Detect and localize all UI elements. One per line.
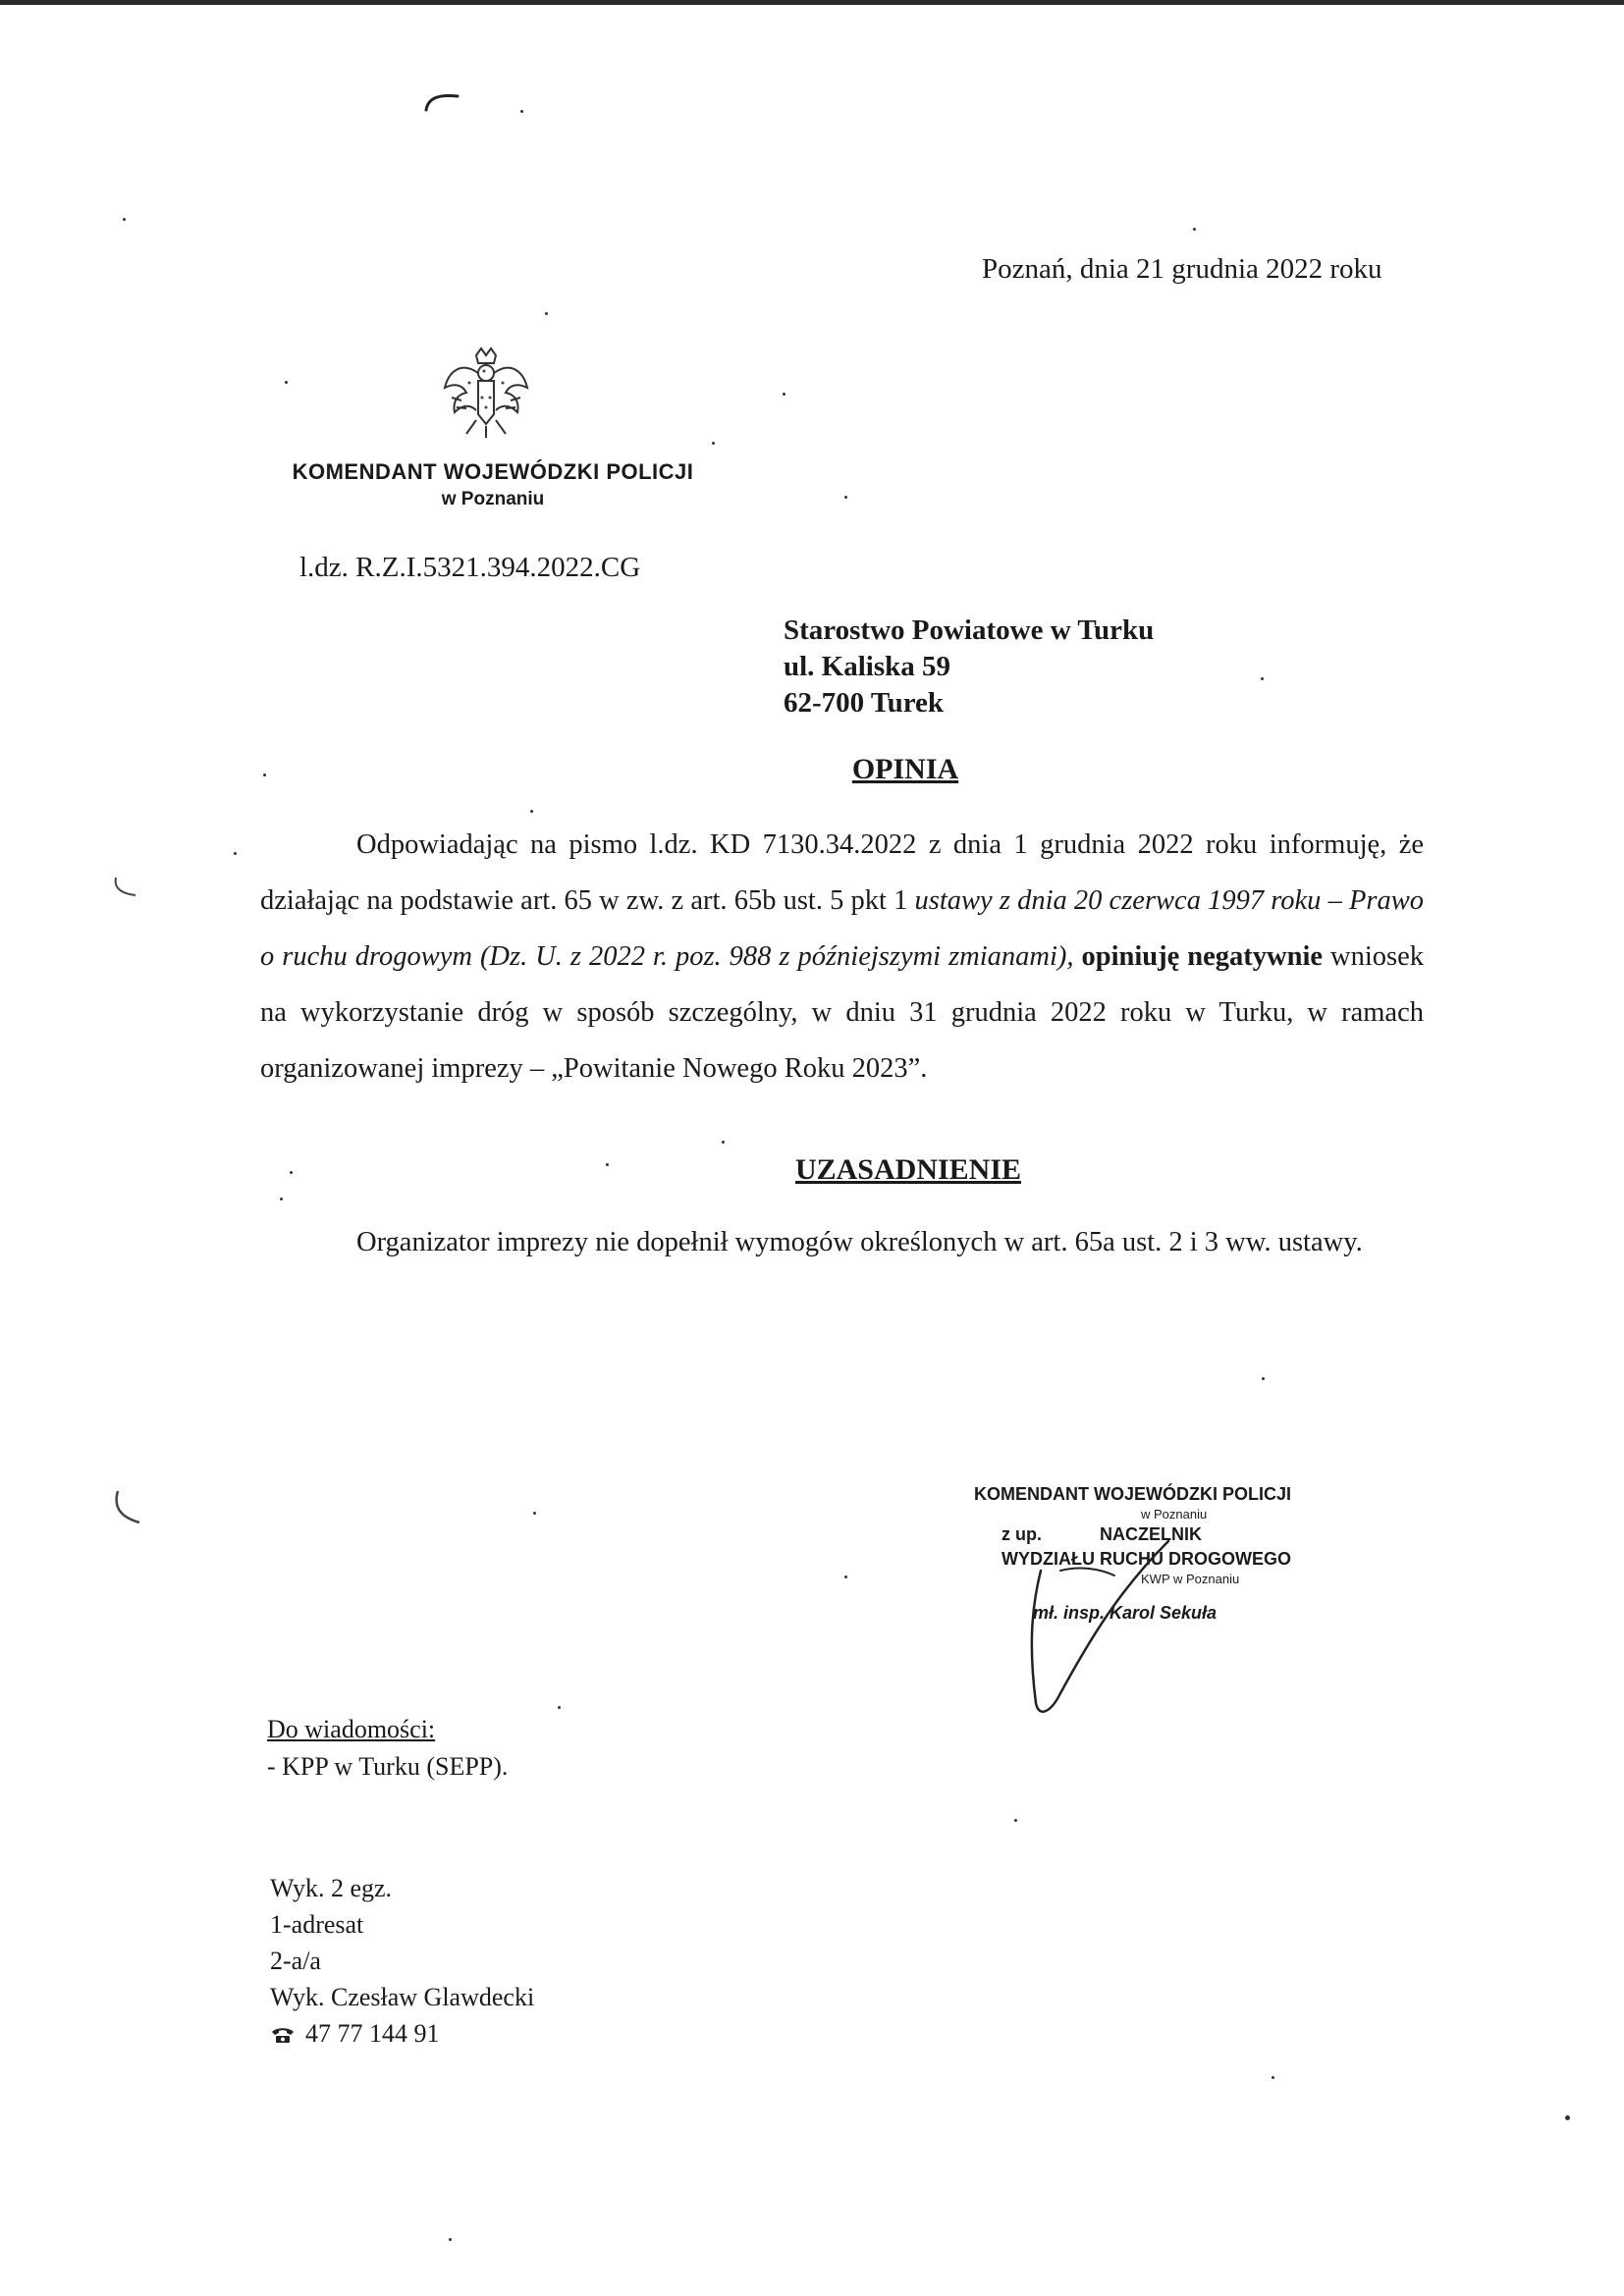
telephone-icon	[270, 2026, 296, 2044]
stamp-title: KOMENDANT WOJEWÓDZKI POLICJI	[974, 1484, 1291, 1504]
scan-speck	[290, 1171, 293, 1174]
signatory-name: mł. insp. Karol Sekuła	[1033, 1603, 1218, 1623]
justification-heading: UZASADNIENIE	[794, 1153, 1022, 1186]
stamp-department: WYDZIAŁU RUCHU DROGOWEGO	[1001, 1549, 1291, 1569]
scan-speck	[520, 110, 523, 113]
copy-recipient-1: 1-adresat	[270, 1910, 364, 1939]
stamp-city: w Poznaniu	[1141, 1507, 1208, 1522]
scan-speck	[722, 1141, 725, 1144]
scan-top-edge	[0, 0, 1624, 5]
document-date: Poznań, dnia 21 grudnia 2022 roku	[982, 253, 1382, 285]
phone-number: 47 77 144 91	[305, 2019, 440, 2048]
addressee-postcode-city: 62-700 Turek	[784, 687, 945, 719]
scan-speck	[844, 1575, 847, 1578]
handwritten-signature	[1021, 1531, 1178, 1728]
opinion-heading: OPINIA	[851, 753, 959, 785]
justification-text: Organizator imprezy nie dopełnił wymogów określonych w art. 65a ust. 2 i 3 ww. ustawy.	[356, 1227, 1363, 1257]
stamp-position: NACZELNIK	[1100, 1524, 1202, 1544]
distribution-list	[267, 1711, 508, 1786]
issuing-authority	[257, 459, 729, 510]
scan-speck	[844, 496, 847, 499]
stamp-z-up: z up.	[1001, 1524, 1042, 1544]
authority-title: KOMENDANT WOJEWÓDZKI POLICJI	[292, 459, 694, 484]
scan-speck	[123, 218, 126, 221]
scan-speck	[1272, 2076, 1274, 2079]
addressee-name: Starostwo Powiatowe w Turku	[784, 614, 1155, 646]
scan-speck	[712, 442, 715, 445]
phone-line	[270, 2015, 534, 2052]
opinion-text-intro: Odpowiadając na pismo l.dz. KD 7130.34.2022 z dnia 1 grudnia 2022 roku informuję, że działając na podstawie art. 65 w zw. z art. 65b ust. 5 pkt 1	[260, 829, 1424, 916]
distribution-item: - KPP w Turku (SEPP).	[267, 1752, 509, 1781]
scan-speck	[545, 312, 548, 315]
scan-speck	[1261, 677, 1264, 680]
author-name: Wyk. Czesław Glawdecki	[270, 1983, 535, 2011]
copy-recipient-2: 2-a/a	[270, 1947, 321, 1975]
scan-speck	[1262, 1377, 1265, 1380]
addressee-street: ul. Kaliska 59	[784, 651, 951, 682]
scan-speck	[1014, 1819, 1017, 1822]
scan-speck	[234, 852, 237, 855]
scan-speck	[280, 1198, 283, 1201]
authority-city: w Poznaniu	[441, 489, 545, 509]
opinion-paragraph	[260, 817, 1424, 1096]
scan-mark	[422, 90, 461, 114]
scan-mark	[110, 874, 139, 903]
scan-speck	[558, 1706, 561, 1709]
scan-mark	[110, 1487, 145, 1526]
opinion-text-rest: wniosek na wykorzystanie dróg w sposób szczególny, w dniu 31 grudnia 2022 roku w Turku, w ramach organizowanej imprezy – „Powitanie Nowego Roku 2023”.	[260, 941, 1424, 1084]
scan-speck	[263, 774, 266, 776]
scan-speck	[530, 810, 533, 813]
execution-footer	[270, 1870, 534, 2052]
scan-speck	[606, 1163, 609, 1166]
scan-speck	[285, 381, 288, 384]
stamp-department-city: KWP w Poznaniu	[1141, 1572, 1240, 1586]
scan-speck	[533, 1512, 536, 1515]
addressee-block	[784, 613, 1154, 721]
scan-speck	[1565, 2115, 1570, 2120]
polish-eagle-emblem-icon	[437, 344, 535, 442]
law-citation: ustawy z dnia 20 czerwca 1997 roku – Prawo o ruchu drogowym (Dz. U. z 2022 r. poz. 988 z późniejszymi zmianami),	[260, 885, 1424, 972]
reference-number: l.dz. R.Z.I.5321.394.2022.CG	[299, 552, 641, 583]
scan-speck	[1193, 228, 1196, 231]
copies-count: Wyk. 2 egz.	[270, 1874, 393, 1902]
scan-speck	[449, 2238, 452, 2241]
distribution-title: Do wiadomości:	[267, 1715, 436, 1743]
negative-opinion-phrase: opiniuję negatywnie	[1081, 941, 1324, 972]
scan-speck	[783, 393, 785, 396]
justification-paragraph	[260, 1214, 1424, 1270]
